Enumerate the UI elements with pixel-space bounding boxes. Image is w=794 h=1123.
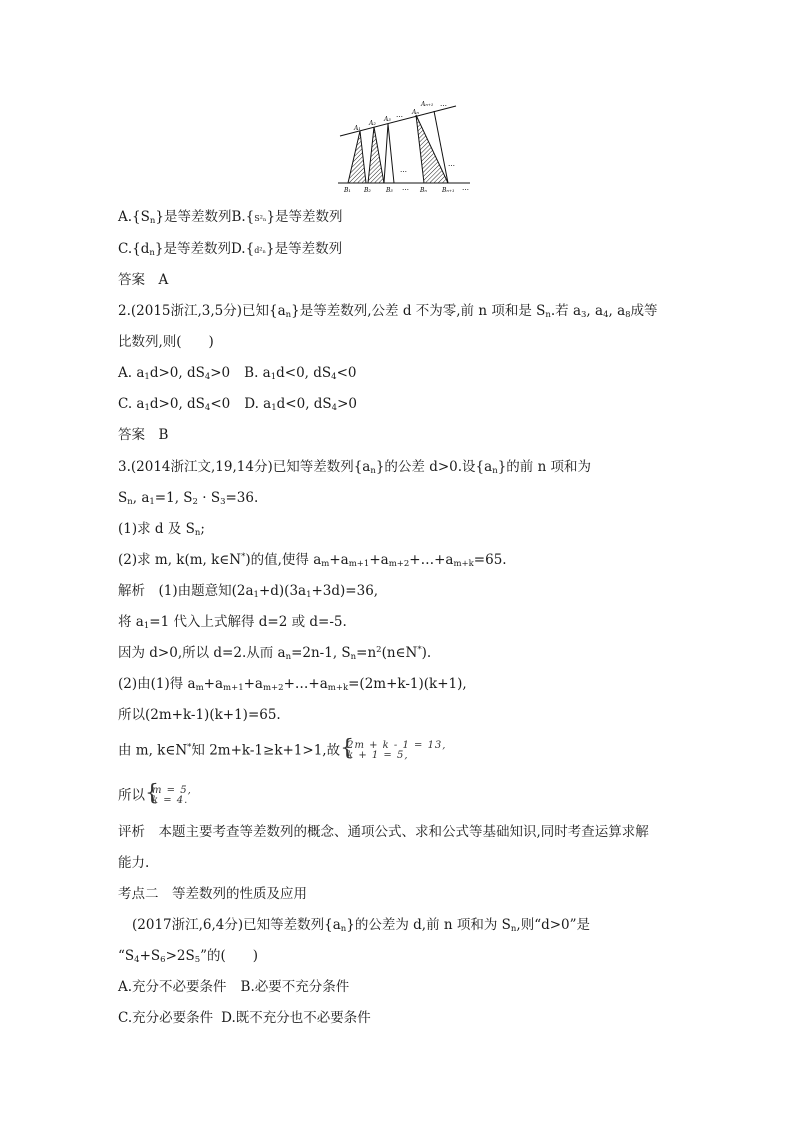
text: }的公差为 d,前 n 项和为 S [346,917,511,933]
q4-option-a: A.充分不必要条件 [118,979,227,995]
text: 3.(2014浙江文,19,14分)已知等差数列{a [118,459,371,475]
q3-part1 [118,520,205,538]
sub: m+1 [348,559,370,569]
q1-options-ab [118,208,343,228]
sub: 1 [271,403,277,413]
label-dots-top1: … [396,111,403,119]
sub: n [350,652,357,662]
sub: n [285,310,292,320]
label-a3: A₃ [384,116,391,123]
segment-a3-b2 [384,124,388,183]
q4-stem-line1 [132,916,590,934]
text: }的前 n 项和为 [497,459,592,475]
q2-options-cd [118,395,357,413]
q1-option-d-end: }是等差数列 [265,241,343,257]
text: 2.(2015浙江,3,5分)已知{a [118,303,286,319]
text: +a [329,552,349,568]
q3-stem-line2 [118,489,258,507]
triangle-1 [348,131,366,183]
label-bn: Bₙ [420,187,427,194]
system-row: k = 4. [152,795,189,806]
sub: m [321,559,330,569]
text: +a [203,676,224,692]
sub: m+k [327,683,349,693]
text: , a [132,490,150,506]
q3-part2 [118,551,507,569]
q2-answer: 答案 B [118,427,169,443]
sub: 1 [143,621,150,631]
label-a1: A₁ [354,125,361,132]
sup: * [241,552,246,562]
label-an: Aₙ [412,109,419,116]
text: +a [369,552,389,568]
solution-line6 [118,736,447,761]
text: ”的( ) [200,948,259,964]
text: , a [608,303,626,319]
text: +a [243,676,263,692]
text: >0 [337,396,357,412]
sub: 1 [306,590,312,600]
text: A. a [118,365,145,381]
segment-a3-b3 [388,124,394,183]
text: >0 [210,365,231,381]
solution-line1 [118,582,378,600]
text: ; [200,521,205,537]
q1-option-a-start: A.{S [118,209,150,225]
q1-option-d-symbol: d²ₙ [254,246,266,255]
text: 将 a [118,614,144,630]
label-an1: Aₙ₊₁ [421,101,434,108]
system-row: m = 5, [152,785,192,796]
sub: n [510,924,517,934]
sub: n [149,248,155,258]
q1-options-cd [118,240,342,260]
triangle-n [416,115,448,183]
sub: 4 [331,403,338,413]
sub: m [195,683,204,693]
label-a2: A₂ [369,120,376,127]
triangle-2 [368,127,384,183]
q4-options-cd [118,1009,371,1027]
text: (2)由(1)得 a [118,676,196,692]
text: S [118,490,128,506]
text: ,则“d>0”是 [516,917,591,933]
label-dots-bottom1: … [402,184,409,192]
q4-option-c: C.充分必要条件 [118,1010,214,1026]
text: }的公差 d>0.设{a [375,459,493,475]
text: (1)求 d 及 S [118,521,195,537]
q1-option-b-start: B.{ [231,209,255,225]
sub: n [149,216,156,226]
section-heading: 考点二 等差数列的性质及应用 [118,886,307,902]
text: (2017浙江,6,4分)已知等差数列{a [132,917,341,933]
text: 成等 [630,303,658,319]
sub: m+k [453,559,474,569]
system-row: 2m + k - 1 = 13, [347,740,447,751]
sub: 4 [204,403,211,413]
sub: 3 [220,497,226,507]
text: +d)(3a [258,583,307,599]
text: =n [356,645,377,661]
q1-option-c-start: C.{d [118,241,150,257]
sub: 1 [144,403,150,413]
sub: 8 [625,310,631,320]
text: 知 2m+k-1≥k+1>1,故 [191,742,341,759]
sub: 6 [160,955,166,965]
text: ). [421,645,432,661]
text: 所以 [118,787,145,804]
text: =2n-1, S [291,645,351,661]
solution-line5: 所以(2m+k-1)(k+1)=65. [118,707,281,723]
solution-line3 [118,644,431,662]
equation-system-2: { m = 5, k = 4. [145,781,192,806]
sub: 4 [134,955,140,965]
label-bn1: Bₙ₊₁ [442,187,455,194]
text: <0 [336,365,357,381]
sub: 1 [253,590,259,600]
sub: m+2 [388,559,410,569]
label-dots-mid2: … [448,160,455,168]
text: (n∈N [381,645,418,661]
sub: 4 [603,310,609,320]
sup: * [417,645,422,655]
triangle-figure [338,96,478,200]
text: <0 [210,396,231,412]
sub: 2 [192,497,198,507]
q2-options-ab [118,364,356,382]
q1-option-a-end: }是等差数列 [155,209,232,225]
sub: n [340,924,347,934]
text: d<0, dS [276,396,332,412]
label-b2: B₂ [364,187,371,194]
sub: 5 [194,955,201,965]
text: 解析 (1)由题意知(2a [118,583,254,599]
sup: 2 [376,645,382,655]
comment-line1: 评析 本题主要考查等差数列的概念、通项公式、求和公式等基础知识,同时考查运算求解 [118,824,649,840]
solution-line2 [118,613,347,631]
sub: 1 [144,372,150,382]
text: (2)求 m, k(m, k∈N [118,552,242,568]
sub: n [492,466,498,476]
text: =1 代入上式解得 d=2 或 d=-5. [149,614,347,630]
sub: m+1 [223,683,244,693]
solution-line7 [118,781,192,806]
text: B. a [244,365,271,381]
text: d>0, dS [149,365,205,381]
geometry-diagram [338,96,478,200]
label-b3: B₃ [386,187,393,194]
q4-options-ab [118,978,349,996]
text: d>0, dS [149,396,205,412]
label-dots-mid1: … [400,166,407,174]
q1-option-b-symbol: S²ₙ [254,214,267,223]
text: “S [118,948,135,964]
text: =65. [473,552,507,568]
sub: 3 [581,310,587,320]
q1-option-d-start: D.{ [230,241,255,257]
sub: m+2 [263,683,284,693]
text: +S [139,948,161,964]
label-dots-top2: … [440,100,447,108]
equation-system-1: { 2m + k - 1 = 13, k + 1 = 5, [340,736,447,761]
q4-option-b: B.必要不充分条件 [240,979,350,995]
text: )的值,使得 a [245,552,322,568]
text: , a [586,303,604,319]
q1-option-c-end: }是等差数列 [154,241,231,257]
q2-stem-line1 [118,302,658,320]
text: 由 m, k∈N [118,742,188,759]
text: D. a [244,396,272,412]
text: }是等差数列,公差 d 不为零,前 n 项和是 S [291,303,546,319]
text: 因为 d>0,所以 d=2.从而 a [118,645,286,661]
q3-stem-line1 [118,458,591,476]
comment-line2: 能力. [118,855,150,871]
sub: n [194,528,201,538]
text: =36. [225,490,259,506]
sub: 1 [270,372,277,382]
text: d<0, dS [276,365,332,381]
solution-line4 [118,675,467,693]
text: C. a [118,396,145,412]
sub: n [127,497,133,507]
sub: 4 [204,372,211,382]
sub: 4 [331,372,337,382]
q4-stem-line2 [118,947,258,965]
sub: 1 [149,497,155,507]
system-row: k + 1 = 5, [347,750,409,761]
text: +3d)=36, [311,583,379,599]
label-dots-bottom2: … [462,184,469,192]
text: · S [197,490,221,506]
text: =1, S [154,490,193,506]
sub: n [545,310,551,320]
text: .若 a [550,303,581,319]
text: +…+a [283,676,328,692]
q2-stem-line2: 比数列,则( ) [118,334,214,350]
q1-answer: 答案 A [118,272,169,288]
q1-option-b-end: }是等差数列 [266,209,343,225]
sub: n [285,652,292,662]
q4-option-d: D.既不充分也不必要条件 [221,1010,371,1026]
sup: * [187,742,192,753]
sub: n [370,466,376,476]
label-b1: B₁ [344,187,351,194]
text: +…+a [409,552,454,568]
text: =(2m+k-1)(k+1), [348,676,467,692]
text: >2S [165,948,195,964]
